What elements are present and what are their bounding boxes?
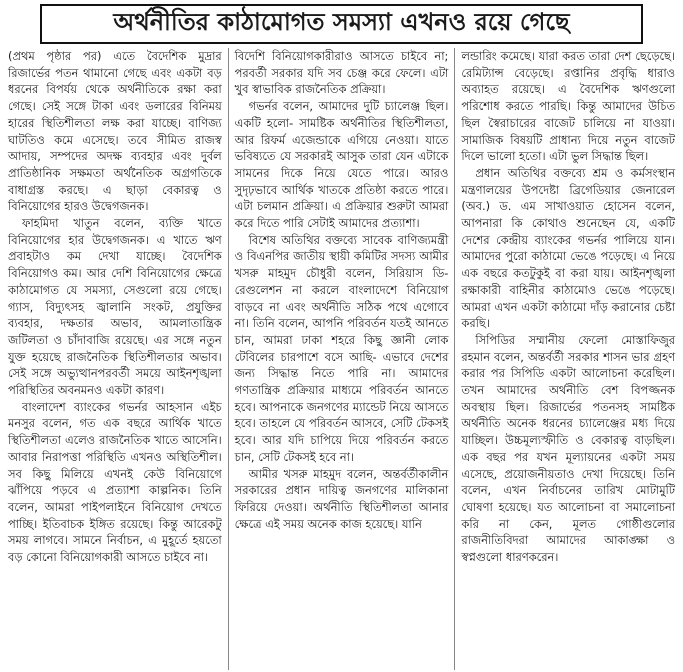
article-paragraph: প্রধান অতিথির বক্তব্যে শ্রম ও কর্মসংস্থান মন্ত্রণালয়ের উপদেষ্টা ব্রিগেডিয়ার জেনারেল (অব.) ড. এম সাখাওয়াত হোসেন বলেন, আপনারা কি কোথাও শুনেছেন যে, একটি দেশের কেন্দ্রীয় ব্যাংকের গভর্নর পালিয়ে যান। আমাদের পুরো কাঠামো ভেঙে পড়েছে। এ নিয়ে এক বছরে কতটুকুই বা করা যায়। আইনশৃঙ্খলা রক্ষাকারী বাহিনীর কাঠামোও ভেঙে পড়েছে। আমরা এখন একটা কাঠামো দাঁড় করানোর চেষ্টা করছি। <box>461 165 676 331</box>
article-paragraph: বিদেশি বিনিয়োগকারীরাও আসতে চাইবে না; পরবর্তী সরকার যদি সব চেঞ্জ করে ফেলে। এটা খুব স্বাভাবিক রাজনৈতিক প্রক্রিয়া। <box>234 49 449 97</box>
article-column-3 <box>454 48 681 670</box>
article-paragraph: গভর্নর বলেন, আমাদের দুটি চ্যালেঞ্জ ছিল। একটি হলো- সামষ্টিক অর্থনীতির স্থিতিশীলতা, আর রিফর্ম এজেন্ডাকে এগিয়ে নেওয়া। যাতে ভবিষ্যতে যে সরকারই আসুক তারা যেন এটাকে সামনের দিকে নিয়ে যেতে পারে। আরও সুদৃঢ়ভাবে আর্থিক খাতকে প্রতিষ্ঠা করতে পারে। এটা চলমান প্রক্রিয়া। এ প্রক্রিয়ার শুরুটা আমরা করে দিতে পারি সেটাই আমাদের প্রত্যাশা। <box>234 99 449 231</box>
article-column-1 <box>2 48 228 670</box>
article-paragraph: (প্রথম পৃষ্ঠার পর) এতে বৈদেশিক মুদ্রার রিজার্ভের পতন থামানো গেছে এবং একটা বড় ধরনের বিপর্যয় থেকে অর্থনীতিকে রক্ষা করা গেছে। সেই সঙ্গে টাকা এবং ডলারের বিনিময় হারের স্থিতিশীলতা লক্ষ করা যাচ্ছে। বাণিজ্য ঘাটতিও কমে এসেছে। তবে সীমিত রাজস্ব আদায়, সম্পদের অদক্ষ ব্যবহার এবং দুর্বল প্রাতিষ্ঠানিক সক্ষমতা অর্থনৈতিক অগ্রগতিকে বাধাগ্রস্ত করছে। এ ছাড়া বেকারত্ব ও বিনিয়োগের হারও উদ্বেগজনক। <box>8 49 222 214</box>
article-headline: অর্থনীতির কাঠামোগত সমস্যা এখনও রয়ে গেছে <box>40 4 643 44</box>
article-paragraph: ফাহমিদা খাতুন বলেন, ব্যক্তি খাতে বিনিয়োগের হার উদ্বেগজনক। এ খাতে ঋণ প্রবাহটাও কম দেখা যাচ্ছে। বৈদেশিক বিনিয়োগও কম। আর দেশি বিনিয়োগের ক্ষেত্রে কাঠামোগত যে সমস্যা, সেগুলো রয়ে গেছে। গ্যাস, বিদ্যুৎসহ জ্বালানি সংকট, প্রযুক্তির ব্যবহার, দক্ষতার অভাব, আমলাতান্ত্রিক জটিলতা ও চাঁদাবাজি রয়েছে। এর সঙ্গে নতুন যুক্ত হয়েছে রাজনৈতিক স্থিতিশীলতার অভাব। সেই সঙ্গে অভ্যুত্থানপরবর্তী সময়ে আইনশৃঙ্খলা পরিস্থিতির অবনমনও একটা কারণ। <box>8 216 222 398</box>
article-paragraph: লন্ডারিং কমেছে। যারা করত তারা দেশ ছেড়েছে। রেমিট্যান্স বেড়েছে। রপ্তানির প্রবৃদ্ধি ধারাও অব্যাহত রয়েছে। এ বৈদেশিক ঋণগুলো পরিশোধ করতে পারছি। কিন্তু আমাদের উচিত ছিল স্বৈরাচারের বাজেট চালিয়ে না যাওয়া। সামাজিক বিষয়টি প্রাধান্য দিয়ে নতুন বাজেট দিলে ভালো হতো। এটা ভুল সিদ্ধান্ত ছিল। <box>461 49 676 164</box>
article-body <box>2 48 681 670</box>
article-paragraph: বাংলাদেশ ব্যাংকের গভর্নর আহসান এইচ মনসুর বলেন, গত এক বছরে আর্থিক খাতে স্থিতিশীলতা এলেও রাজনৈতিক খাতে আসেনি। আবার নিরাপত্তা পরিস্থিতি এখনও অস্থিতিশীল। সব কিছু মিলিয়ে এখনই কেউ বিনিয়োগে ঝাঁপিয়ে পড়বে এ প্রত্যাশা কাল্পনিক। তিনি বলেন, আমরা পাইপলাইনে বিনিয়োগ দেখতে পাচ্ছি। ইতিবাচক ইঙ্গিত রয়েছে। কিন্তু আরেকটু সময় লাগবে। সামনে নির্বাচন, এ মুহূর্তে হয়তো বড় কোনো বিনিয়োগকারী আসতে চাইবে না। <box>8 399 222 565</box>
article-column-2 <box>228 48 455 670</box>
article-paragraph: সিপিডির সম্মানীয় ফেলো মোস্তাফিজুর রহমান বলেন, অন্তর্বর্তী সরকার শাসন ভার গ্রহণ করার পর সিপিডি একটা আলোচনা করেছিল। তখন আমাদের অর্থনীতি বেশ বিপজ্জনক অবস্থায় ছিল। রিজার্ভের পতনসহ সামষ্টিক অর্থনীতি অনেক ধরনের চ্যালেঞ্জের মধ্য দিয়ে যাচ্ছিল। উচ্চমূল্যস্ফীতি ও বেকারত্ব বাড়ছিল। এক বছর পর যখন মূল্যায়নের একটা সময় এসেছে, প্রয়োজনীয়তাও দেখা দিয়েছে। তিনি বলেন, এখন নির্বাচনের তারিখ মোটামুটি ঘোষণা হয়েছে। যত আলোচনা বা সমালোচনা করি না কেন, মূলত গোষ্ঠীগুলোর রাজনীতিবিদরা আমাদের আকাঙ্ক্ষা ও স্বপ্নগুলো ধারণকরেন। <box>461 332 676 565</box>
article-paragraph: বিশেষ অতিথির বক্তব্যে সাবেক বাণিজ্যমন্ত্রী ও বিএনপির জাতীয় স্থায়ী কমিটির সদস্য আমীর খসরু মাহমুদ চৌধুরী বলেন, সিরিয়াস ডি-রেগুলেশন না করলে বাংলাদেশে বিনিয়োগ বাড়বে না এবং অর্থনীতি সঠিক পথে এগোবে না। তিনি বলেন, আপনি পরিবর্তন যতই আনতে চান, আমরা ঢাকা শহরে কিছু জ্ঞানী লোক টেবিলের চারপাশে বসে আছি- এভাবে দেশের জন্য সিদ্ধান্ত নিতে পারি না। আমাদের গণতান্ত্রিক প্রক্রিয়ার মাধ্যমে পরিবর্তন আনতে হবে। আপনাকে জনগণের ম্যান্ডেট নিয়ে আসতে হবে। তাহলে যে পরিবর্তন আসবে, সেটি টেকসই হবে। আর যদি চাপিয়ে দিয়ে পরিবর্তন করতে চান, সেটি টেকসই হবে না। <box>234 232 449 464</box>
article-paragraph: আমীর খসরু মাহমুদ বলেন, অন্তর্বর্তীকালীন সরকারের প্রধান দায়িত্ব জনগণের মালিকানা ফিরিয়ে দেওয়া। অর্থনীতি স্থিতিশীলতা আনার ক্ষেত্রে এই সময় অনেক কাজ হয়েছে। যানি <box>234 466 449 531</box>
